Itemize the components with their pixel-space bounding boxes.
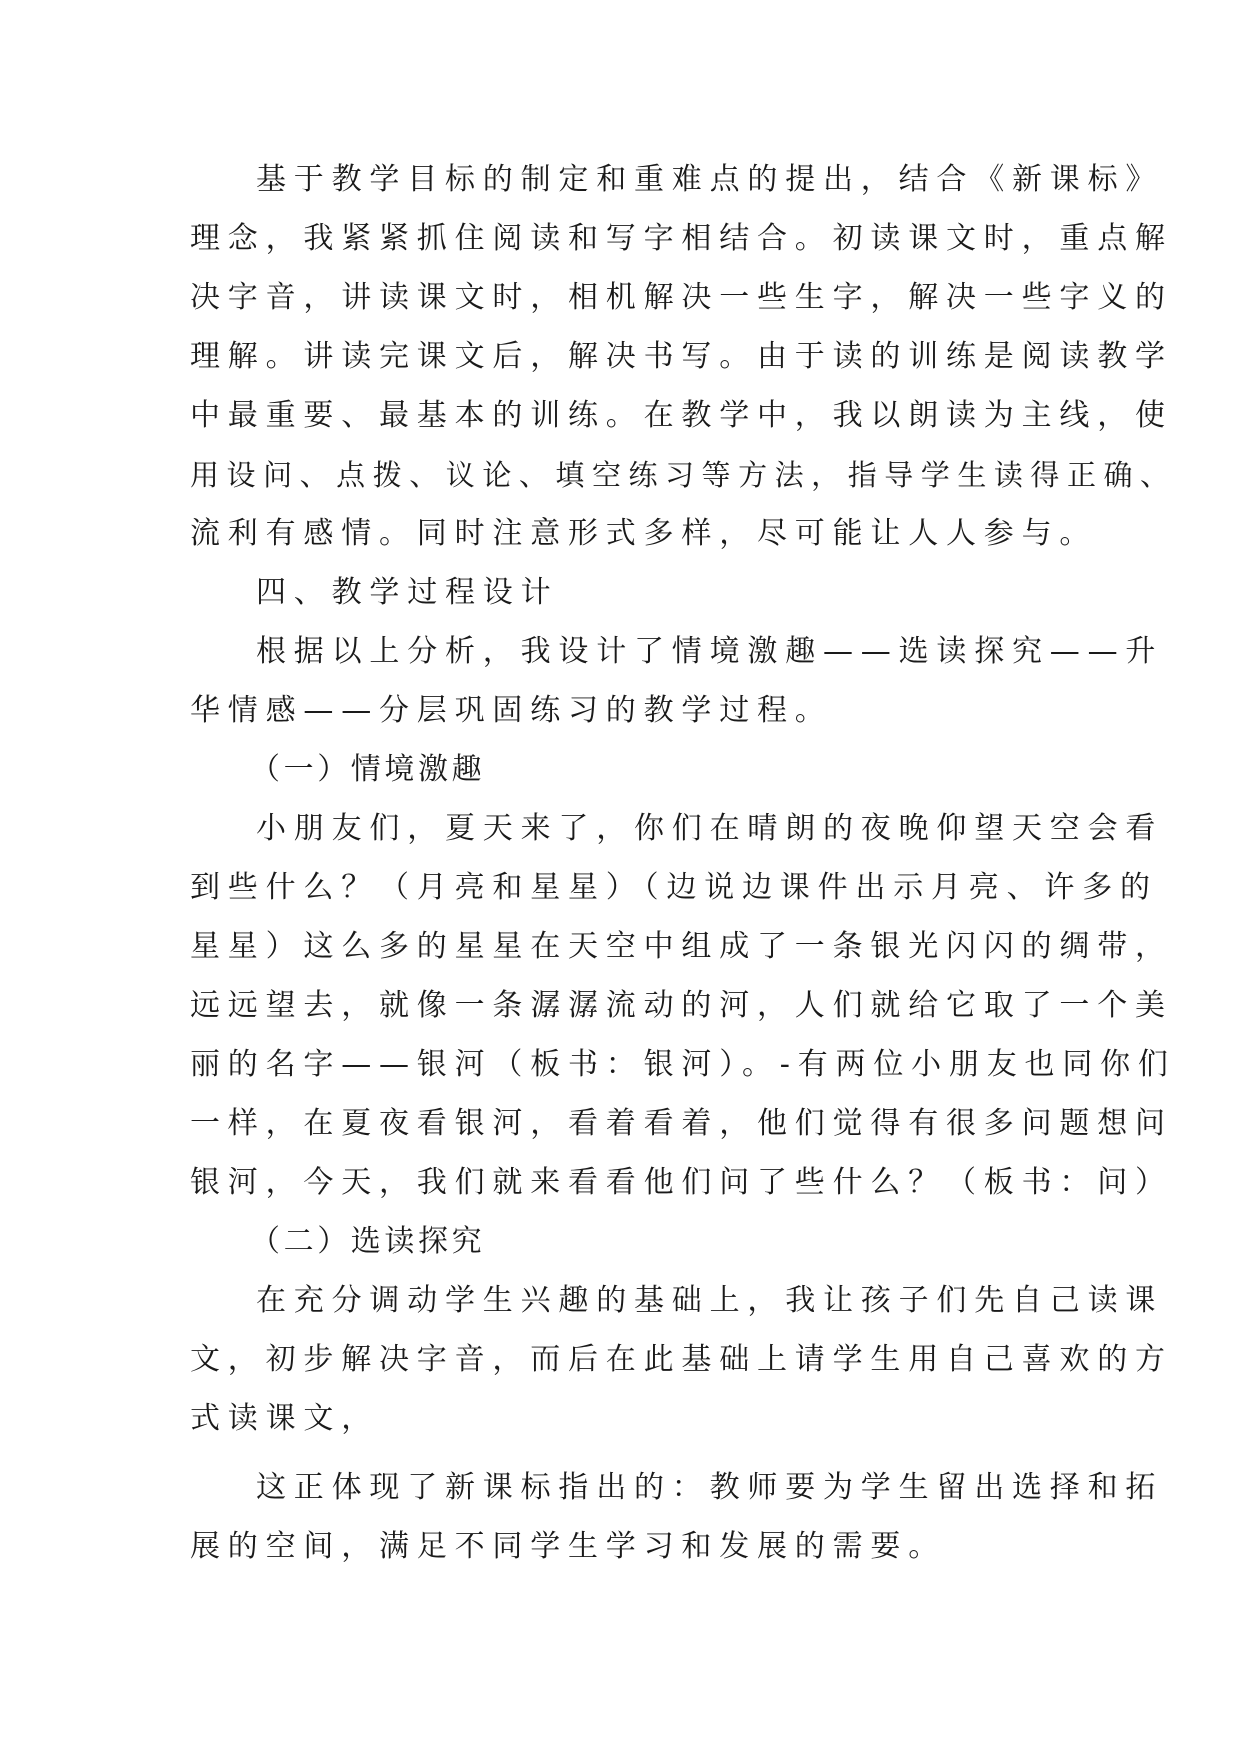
paragraph-line: 基于教学目标的制定和重难点的提出，结合《新课标》 bbox=[256, 162, 1164, 197]
paragraph-line: 展的空间，满足不同学生学习和发展的需要。 bbox=[190, 1529, 946, 1564]
paragraph-line: 丽的名字——银河（板书：银河）。-有两位小朋友也同你们 bbox=[190, 1047, 1176, 1082]
paragraph-line: 小朋友们，夏天来了，你们在晴朗的夜晚仰望天空会看 bbox=[256, 811, 1164, 846]
paragraph-line: 理解。讲读完课文后，解决书写。由于读的训练是阅读教学 bbox=[190, 339, 1173, 374]
subsection-heading: （一）情境激趣 bbox=[250, 752, 486, 787]
paragraph-line: 理念，我紧紧抓住阅读和写字相结合。初读课文时，重点解 bbox=[190, 221, 1173, 256]
paragraph-line: 中最重要、最基本的训练。在教学中，我以朗读为主线，使 bbox=[190, 398, 1173, 433]
paragraph-line: 决字音，讲读课文时，相机解决一些生字，解决一些字义的 bbox=[190, 280, 1173, 315]
paragraph-line: 远远望去，就像一条潺潺流动的河，人们就给它取了一个美 bbox=[190, 988, 1173, 1023]
subsection-heading: （二）选读探究 bbox=[250, 1224, 486, 1259]
paragraph-line: 根据以上分析，我设计了情境激趣——选读探究——升 bbox=[256, 634, 1164, 669]
paragraph-line: 到些什么？（月亮和星星）（边说边课件出示月亮、许多的 bbox=[190, 870, 1158, 905]
paragraph-line: 星星）这么多的星星在天空中组成了一条银光闪闪的绸带， bbox=[190, 929, 1173, 964]
paragraph-line: 这正体现了新课标指出的：教师要为学生留出选择和拓 bbox=[256, 1470, 1164, 1505]
paragraph-line: 式读课文， bbox=[190, 1401, 379, 1436]
paragraph-line: 银河，今天，我们就来看看他们问了些什么？（板书：问） bbox=[190, 1165, 1173, 1200]
paragraph-line: 华情感——分层巩固练习的教学过程。 bbox=[190, 693, 833, 728]
paragraph-line: 一样，在夏夜看银河，看着看着，他们觉得有很多问题想问 bbox=[190, 1106, 1173, 1141]
section-heading: 四、教学过程设计 bbox=[256, 575, 559, 610]
paragraph-line: 文，初步解决字音，而后在此基础上请学生用自己喜欢的方 bbox=[190, 1342, 1173, 1377]
paragraph-line: 流利有感情。同时注意形式多样，尽可能让人人参与。 bbox=[190, 516, 1098, 551]
paragraph-line: 在充分调动学生兴趣的基础上，我让孩子们先自己读课 bbox=[256, 1283, 1164, 1318]
paragraph-line: 用设问、点拨、议论、填空练习等方法，指导学生读得正确、 bbox=[190, 458, 1177, 492]
